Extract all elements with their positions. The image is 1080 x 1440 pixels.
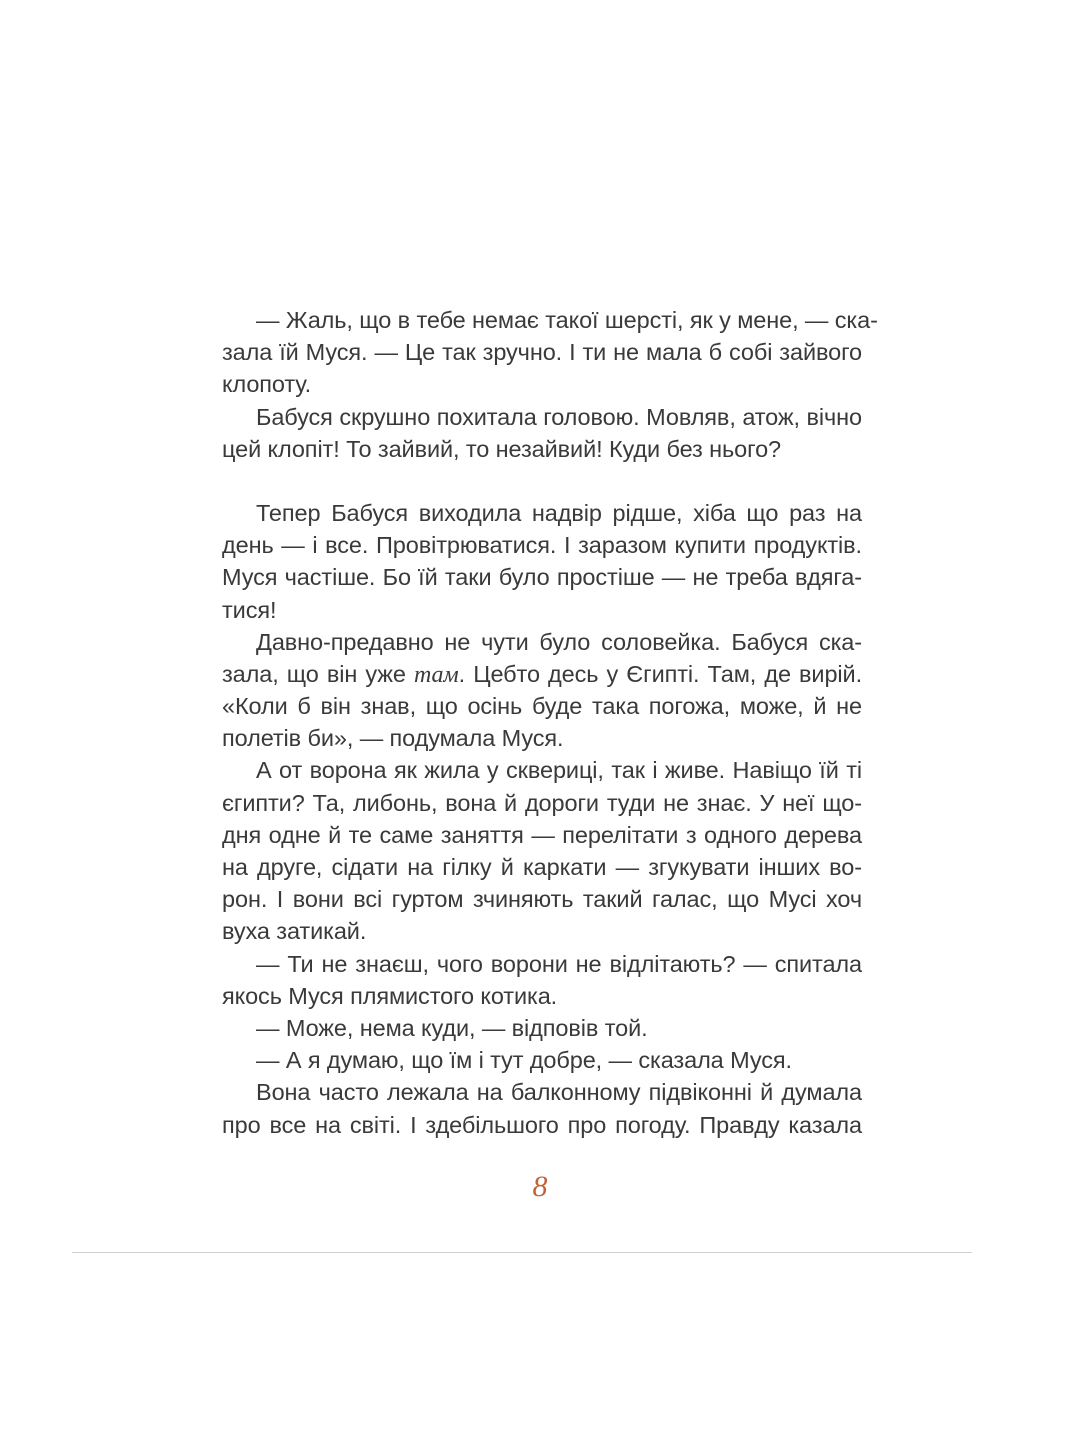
text-line: — Може, нема куди, — відповів той. (256, 1014, 648, 1041)
text-line: якось Муся плямистого котика. (222, 982, 558, 1009)
text-line: рон. І вони всі гуртом зчиняють такий галас, що Мусі хоч (222, 886, 862, 913)
text-fragment: . Цебто десь у Єгипті. Там, де вирій. (458, 660, 863, 687)
text-line: Муся частіше. Бо їй таки було простіше — не треба вдяга- (222, 564, 862, 591)
horizontal-divider (72, 1252, 972, 1253)
text-line: — А я думаю, що їм і тут добре, — сказала Муся. (256, 1047, 792, 1074)
text-line: полетів би», — подумала Муся. (222, 725, 564, 752)
text-line: тися! (222, 596, 277, 623)
text-line: Давно-предавно не чути було соловейка. Бабуся ска- (256, 628, 862, 655)
text-line: дня одне й те саме заняття — перелітати з одного дерева (222, 821, 862, 848)
text-line: цей клопіт! То зайвий, то незайвий! Куди без нього? (222, 435, 782, 462)
text-line: зала їй Муся. — Це так зручно. І ти не мала б собі зайвого (222, 339, 862, 366)
text-line: на друге, сідати на гілку й каркати — згукувати інших во- (222, 854, 862, 880)
text-line: А от ворона як жила у сквериці, так і живе. Навіщо їй ті (256, 757, 862, 784)
text-line: Бабуся скрушно похитала головою. Мовляв, атож, вічно (256, 403, 862, 430)
italic-word: там (413, 661, 459, 688)
text-fragment: зала, що він уже (222, 660, 414, 687)
text-line: Вона часто лежала на балконному підвіконні й думала (256, 1079, 862, 1106)
page-number: 8 (532, 1170, 548, 1203)
text-line: вуха затикай. (222, 918, 367, 945)
text-line: день — і все. Провітрюватися. І заразом купити продуктів. (222, 532, 862, 559)
text-line: про все на світі. І здебільшого про погоду. Правду казала (222, 1111, 862, 1138)
text-line (222, 658, 862, 690)
text-line: клопоту. (222, 371, 312, 398)
text-line: Тепер Бабуся виходила надвір рідше, хіба що раз на (256, 499, 862, 526)
text-line: «Коли б він знав, що осінь буде така погожа, може, й не (222, 693, 862, 720)
section-break (222, 465, 862, 497)
text-line: єгипти? Та, либонь, вона й дороги туди не знає. У неї що- (222, 789, 862, 816)
text-line: — Жаль, що в тебе немає такої шерсті, як у мене, — ска- (256, 307, 878, 333)
body-text (222, 304, 878, 1141)
text-line: — Ти не знаєш, чого ворони не відлітають? — спитала (256, 950, 862, 977)
